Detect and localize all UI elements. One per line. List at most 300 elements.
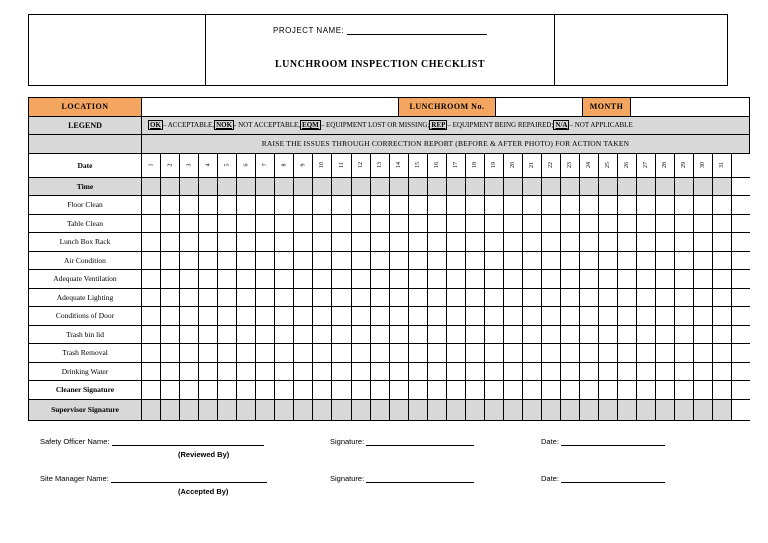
signature-cell[interactable] bbox=[523, 381, 542, 399]
check-cell[interactable] bbox=[409, 363, 428, 381]
check-cell[interactable] bbox=[256, 252, 275, 270]
check-cell[interactable] bbox=[656, 196, 675, 214]
time-cell[interactable] bbox=[256, 178, 275, 196]
check-cell[interactable] bbox=[218, 307, 237, 325]
check-cell[interactable] bbox=[199, 270, 218, 288]
safety-officer-field[interactable] bbox=[40, 437, 264, 446]
check-cell[interactable] bbox=[713, 270, 732, 288]
check-cell[interactable] bbox=[561, 196, 580, 214]
check-cell[interactable] bbox=[428, 196, 447, 214]
check-cell[interactable] bbox=[294, 196, 313, 214]
check-cell[interactable] bbox=[713, 307, 732, 325]
check-cell[interactable] bbox=[713, 289, 732, 307]
check-cell[interactable] bbox=[294, 215, 313, 233]
check-cell[interactable] bbox=[428, 363, 447, 381]
time-cell[interactable] bbox=[694, 178, 713, 196]
check-cell[interactable] bbox=[542, 252, 561, 270]
time-cell[interactable] bbox=[275, 178, 294, 196]
check-cell[interactable] bbox=[199, 215, 218, 233]
check-cell[interactable] bbox=[599, 363, 618, 381]
time-cell[interactable] bbox=[142, 178, 161, 196]
check-cell[interactable] bbox=[466, 307, 485, 325]
check-cell[interactable] bbox=[218, 289, 237, 307]
signature-cell[interactable] bbox=[504, 400, 523, 420]
signature-cell[interactable] bbox=[180, 400, 199, 420]
check-cell[interactable] bbox=[542, 326, 561, 344]
lunchroom-no-input[interactable] bbox=[496, 98, 583, 116]
time-cell[interactable] bbox=[466, 178, 485, 196]
month-input[interactable] bbox=[631, 98, 750, 116]
check-cell[interactable] bbox=[656, 344, 675, 362]
check-cell[interactable] bbox=[161, 196, 180, 214]
signature-cell[interactable] bbox=[580, 381, 599, 399]
check-cell[interactable] bbox=[656, 289, 675, 307]
check-cell[interactable] bbox=[371, 252, 390, 270]
check-cell[interactable] bbox=[447, 363, 466, 381]
check-cell[interactable] bbox=[637, 215, 656, 233]
time-cell[interactable] bbox=[352, 178, 371, 196]
time-cell[interactable] bbox=[332, 178, 351, 196]
check-cell[interactable] bbox=[180, 196, 199, 214]
check-cell[interactable] bbox=[294, 363, 313, 381]
check-cell[interactable] bbox=[294, 233, 313, 251]
check-cell[interactable] bbox=[466, 196, 485, 214]
check-cell[interactable] bbox=[199, 326, 218, 344]
time-cell[interactable] bbox=[409, 178, 428, 196]
time-cell[interactable] bbox=[199, 178, 218, 196]
check-cell[interactable] bbox=[580, 196, 599, 214]
signature-cell[interactable] bbox=[542, 400, 561, 420]
time-cell[interactable] bbox=[599, 178, 618, 196]
check-cell[interactable] bbox=[599, 233, 618, 251]
check-cell[interactable] bbox=[447, 307, 466, 325]
time-cell[interactable] bbox=[390, 178, 409, 196]
check-cell[interactable] bbox=[256, 233, 275, 251]
check-cell[interactable] bbox=[694, 289, 713, 307]
signature-cell[interactable] bbox=[142, 400, 161, 420]
time-cell[interactable] bbox=[180, 178, 199, 196]
check-cell[interactable] bbox=[485, 215, 504, 233]
check-cell[interactable] bbox=[294, 270, 313, 288]
signature-cell[interactable] bbox=[161, 400, 180, 420]
date-line-2[interactable] bbox=[561, 474, 665, 483]
check-cell[interactable] bbox=[352, 270, 371, 288]
check-cell[interactable] bbox=[352, 307, 371, 325]
check-cell[interactable] bbox=[275, 326, 294, 344]
check-cell[interactable] bbox=[523, 326, 542, 344]
check-cell[interactable] bbox=[332, 307, 351, 325]
check-cell[interactable] bbox=[580, 326, 599, 344]
check-cell[interactable] bbox=[390, 307, 409, 325]
check-cell[interactable] bbox=[504, 252, 523, 270]
project-name-field[interactable] bbox=[206, 26, 554, 35]
check-cell[interactable] bbox=[142, 233, 161, 251]
check-cell[interactable] bbox=[466, 289, 485, 307]
check-cell[interactable] bbox=[161, 344, 180, 362]
check-cell[interactable] bbox=[313, 289, 332, 307]
check-cell[interactable] bbox=[599, 307, 618, 325]
check-cell[interactable] bbox=[409, 270, 428, 288]
check-cell[interactable] bbox=[161, 215, 180, 233]
signature-cell[interactable] bbox=[218, 381, 237, 399]
check-cell[interactable] bbox=[561, 252, 580, 270]
check-cell[interactable] bbox=[713, 363, 732, 381]
signature-cell[interactable] bbox=[218, 400, 237, 420]
check-cell[interactable] bbox=[313, 233, 332, 251]
check-cell[interactable] bbox=[256, 326, 275, 344]
check-cell[interactable] bbox=[694, 270, 713, 288]
check-cell[interactable] bbox=[580, 363, 599, 381]
check-cell[interactable] bbox=[580, 215, 599, 233]
check-cell[interactable] bbox=[675, 326, 694, 344]
signature-cell[interactable] bbox=[180, 381, 199, 399]
signature-cell[interactable] bbox=[390, 400, 409, 420]
check-cell[interactable] bbox=[409, 252, 428, 270]
check-cell[interactable] bbox=[675, 307, 694, 325]
check-cell[interactable] bbox=[256, 270, 275, 288]
check-cell[interactable] bbox=[523, 307, 542, 325]
check-cell[interactable] bbox=[618, 363, 637, 381]
check-cell[interactable] bbox=[485, 252, 504, 270]
check-cell[interactable] bbox=[447, 344, 466, 362]
check-cell[interactable] bbox=[694, 307, 713, 325]
project-name-line[interactable] bbox=[347, 26, 487, 35]
check-cell[interactable] bbox=[675, 289, 694, 307]
check-cell[interactable] bbox=[656, 252, 675, 270]
check-cell[interactable] bbox=[542, 215, 561, 233]
check-cell[interactable] bbox=[428, 215, 447, 233]
signature-cell[interactable] bbox=[504, 381, 523, 399]
time-cell[interactable] bbox=[656, 178, 675, 196]
check-cell[interactable] bbox=[580, 233, 599, 251]
signature-cell[interactable] bbox=[447, 400, 466, 420]
signature-cell[interactable] bbox=[371, 400, 390, 420]
check-cell[interactable] bbox=[409, 326, 428, 344]
check-cell[interactable] bbox=[637, 233, 656, 251]
check-cell[interactable] bbox=[523, 363, 542, 381]
check-cell[interactable] bbox=[199, 289, 218, 307]
check-cell[interactable] bbox=[161, 326, 180, 344]
signature-cell[interactable] bbox=[637, 400, 656, 420]
signature-cell[interactable] bbox=[656, 400, 675, 420]
check-cell[interactable] bbox=[561, 215, 580, 233]
check-cell[interactable] bbox=[675, 252, 694, 270]
check-cell[interactable] bbox=[428, 252, 447, 270]
check-cell[interactable] bbox=[542, 270, 561, 288]
signature-cell[interactable] bbox=[713, 400, 732, 420]
check-cell[interactable] bbox=[694, 233, 713, 251]
signature-cell[interactable] bbox=[161, 381, 180, 399]
check-cell[interactable] bbox=[694, 326, 713, 344]
check-cell[interactable] bbox=[409, 289, 428, 307]
time-cell[interactable] bbox=[713, 178, 732, 196]
check-cell[interactable] bbox=[161, 270, 180, 288]
check-cell[interactable] bbox=[675, 363, 694, 381]
check-cell[interactable] bbox=[180, 363, 199, 381]
time-cell[interactable] bbox=[561, 178, 580, 196]
check-cell[interactable] bbox=[256, 344, 275, 362]
check-cell[interactable] bbox=[409, 233, 428, 251]
check-cell[interactable] bbox=[428, 233, 447, 251]
check-cell[interactable] bbox=[218, 344, 237, 362]
check-cell[interactable] bbox=[618, 215, 637, 233]
signature-cell[interactable] bbox=[694, 400, 713, 420]
signature-cell[interactable] bbox=[294, 381, 313, 399]
check-cell[interactable] bbox=[675, 233, 694, 251]
check-cell[interactable] bbox=[313, 252, 332, 270]
check-cell[interactable] bbox=[561, 307, 580, 325]
check-cell[interactable] bbox=[618, 196, 637, 214]
check-cell[interactable] bbox=[237, 215, 256, 233]
check-cell[interactable] bbox=[447, 196, 466, 214]
time-cell[interactable] bbox=[523, 178, 542, 196]
check-cell[interactable] bbox=[618, 270, 637, 288]
time-cell[interactable] bbox=[504, 178, 523, 196]
check-cell[interactable] bbox=[180, 307, 199, 325]
check-cell[interactable] bbox=[466, 326, 485, 344]
check-cell[interactable] bbox=[256, 307, 275, 325]
signature-cell[interactable] bbox=[256, 400, 275, 420]
date-line-1[interactable] bbox=[561, 437, 665, 446]
check-cell[interactable] bbox=[237, 233, 256, 251]
check-cell[interactable] bbox=[542, 233, 561, 251]
check-cell[interactable] bbox=[180, 344, 199, 362]
check-cell[interactable] bbox=[352, 196, 371, 214]
check-cell[interactable] bbox=[447, 270, 466, 288]
check-cell[interactable] bbox=[580, 270, 599, 288]
check-cell[interactable] bbox=[142, 307, 161, 325]
check-cell[interactable] bbox=[580, 289, 599, 307]
check-cell[interactable] bbox=[409, 344, 428, 362]
signature-cell[interactable] bbox=[428, 400, 447, 420]
check-cell[interactable] bbox=[447, 252, 466, 270]
safety-officer-line[interactable] bbox=[112, 437, 264, 446]
check-cell[interactable] bbox=[523, 344, 542, 362]
check-cell[interactable] bbox=[447, 215, 466, 233]
check-cell[interactable] bbox=[313, 307, 332, 325]
check-cell[interactable] bbox=[618, 233, 637, 251]
check-cell[interactable] bbox=[199, 252, 218, 270]
check-cell[interactable] bbox=[237, 326, 256, 344]
check-cell[interactable] bbox=[332, 196, 351, 214]
check-cell[interactable] bbox=[256, 289, 275, 307]
signature-cell[interactable] bbox=[313, 400, 332, 420]
check-cell[interactable] bbox=[466, 344, 485, 362]
signature-cell[interactable] bbox=[409, 381, 428, 399]
check-cell[interactable] bbox=[713, 326, 732, 344]
date-field-1[interactable] bbox=[541, 437, 665, 446]
check-cell[interactable] bbox=[599, 289, 618, 307]
check-cell[interactable] bbox=[142, 196, 161, 214]
check-cell[interactable] bbox=[713, 233, 732, 251]
check-cell[interactable] bbox=[675, 215, 694, 233]
check-cell[interactable] bbox=[599, 270, 618, 288]
signature-cell[interactable] bbox=[237, 381, 256, 399]
check-cell[interactable] bbox=[371, 307, 390, 325]
check-cell[interactable] bbox=[180, 233, 199, 251]
check-cell[interactable] bbox=[161, 363, 180, 381]
signature-cell[interactable] bbox=[294, 400, 313, 420]
check-cell[interactable] bbox=[180, 215, 199, 233]
check-cell[interactable] bbox=[275, 215, 294, 233]
check-cell[interactable] bbox=[599, 326, 618, 344]
check-cell[interactable] bbox=[504, 196, 523, 214]
check-cell[interactable] bbox=[561, 233, 580, 251]
check-cell[interactable] bbox=[485, 344, 504, 362]
check-cell[interactable] bbox=[161, 289, 180, 307]
check-cell[interactable] bbox=[237, 363, 256, 381]
check-cell[interactable] bbox=[656, 326, 675, 344]
check-cell[interactable] bbox=[656, 270, 675, 288]
check-cell[interactable] bbox=[637, 289, 656, 307]
check-cell[interactable] bbox=[256, 196, 275, 214]
check-cell[interactable] bbox=[542, 196, 561, 214]
check-cell[interactable] bbox=[371, 270, 390, 288]
signature-cell[interactable] bbox=[599, 381, 618, 399]
signature-cell[interactable] bbox=[561, 400, 580, 420]
signature-cell[interactable] bbox=[637, 381, 656, 399]
check-cell[interactable] bbox=[675, 196, 694, 214]
check-cell[interactable] bbox=[599, 196, 618, 214]
check-cell[interactable] bbox=[332, 289, 351, 307]
check-cell[interactable] bbox=[637, 196, 656, 214]
check-cell[interactable] bbox=[618, 344, 637, 362]
check-cell[interactable] bbox=[256, 363, 275, 381]
check-cell[interactable] bbox=[218, 215, 237, 233]
time-cell[interactable] bbox=[618, 178, 637, 196]
check-cell[interactable] bbox=[466, 233, 485, 251]
signature-cell[interactable] bbox=[675, 381, 694, 399]
check-cell[interactable] bbox=[352, 252, 371, 270]
check-cell[interactable] bbox=[332, 344, 351, 362]
check-cell[interactable] bbox=[142, 289, 161, 307]
check-cell[interactable] bbox=[656, 307, 675, 325]
check-cell[interactable] bbox=[275, 344, 294, 362]
signature-cell[interactable] bbox=[199, 381, 218, 399]
check-cell[interactable] bbox=[313, 215, 332, 233]
check-cell[interactable] bbox=[390, 233, 409, 251]
check-cell[interactable] bbox=[466, 252, 485, 270]
check-cell[interactable] bbox=[294, 307, 313, 325]
check-cell[interactable] bbox=[199, 344, 218, 362]
check-cell[interactable] bbox=[580, 307, 599, 325]
check-cell[interactable] bbox=[199, 363, 218, 381]
signature-cell[interactable] bbox=[675, 400, 694, 420]
time-cell[interactable] bbox=[428, 178, 447, 196]
check-cell[interactable] bbox=[485, 270, 504, 288]
check-cell[interactable] bbox=[218, 252, 237, 270]
check-cell[interactable] bbox=[542, 289, 561, 307]
signature-cell[interactable] bbox=[199, 400, 218, 420]
check-cell[interactable] bbox=[313, 344, 332, 362]
check-cell[interactable] bbox=[199, 196, 218, 214]
signature-cell[interactable] bbox=[561, 381, 580, 399]
time-cell[interactable] bbox=[675, 178, 694, 196]
signature-cell[interactable] bbox=[618, 400, 637, 420]
time-cell[interactable] bbox=[218, 178, 237, 196]
check-cell[interactable] bbox=[409, 215, 428, 233]
check-cell[interactable] bbox=[447, 326, 466, 344]
check-cell[interactable] bbox=[142, 363, 161, 381]
signature-cell[interactable] bbox=[390, 381, 409, 399]
check-cell[interactable] bbox=[504, 270, 523, 288]
check-cell[interactable] bbox=[313, 196, 332, 214]
check-cell[interactable] bbox=[390, 270, 409, 288]
check-cell[interactable] bbox=[656, 233, 675, 251]
check-cell[interactable] bbox=[656, 215, 675, 233]
check-cell[interactable] bbox=[390, 215, 409, 233]
check-cell[interactable] bbox=[390, 326, 409, 344]
time-cell[interactable] bbox=[580, 178, 599, 196]
check-cell[interactable] bbox=[142, 344, 161, 362]
time-cell[interactable] bbox=[371, 178, 390, 196]
check-cell[interactable] bbox=[352, 289, 371, 307]
check-cell[interactable] bbox=[485, 326, 504, 344]
signature-line-1[interactable] bbox=[366, 437, 474, 446]
check-cell[interactable] bbox=[599, 252, 618, 270]
check-cell[interactable] bbox=[275, 307, 294, 325]
check-cell[interactable] bbox=[485, 196, 504, 214]
check-cell[interactable] bbox=[332, 363, 351, 381]
check-cell[interactable] bbox=[390, 344, 409, 362]
check-cell[interactable] bbox=[275, 363, 294, 381]
check-cell[interactable] bbox=[523, 252, 542, 270]
check-cell[interactable] bbox=[637, 326, 656, 344]
check-cell[interactable] bbox=[218, 196, 237, 214]
check-cell[interactable] bbox=[523, 196, 542, 214]
check-cell[interactable] bbox=[275, 252, 294, 270]
check-cell[interactable] bbox=[218, 233, 237, 251]
check-cell[interactable] bbox=[637, 307, 656, 325]
check-cell[interactable] bbox=[199, 307, 218, 325]
check-cell[interactable] bbox=[313, 270, 332, 288]
site-manager-field[interactable] bbox=[40, 474, 267, 483]
check-cell[interactable] bbox=[237, 252, 256, 270]
check-cell[interactable] bbox=[542, 344, 561, 362]
check-cell[interactable] bbox=[618, 326, 637, 344]
check-cell[interactable] bbox=[694, 252, 713, 270]
check-cell[interactable] bbox=[428, 344, 447, 362]
check-cell[interactable] bbox=[504, 215, 523, 233]
check-cell[interactable] bbox=[371, 215, 390, 233]
check-cell[interactable] bbox=[599, 215, 618, 233]
check-cell[interactable] bbox=[618, 289, 637, 307]
check-cell[interactable] bbox=[618, 252, 637, 270]
check-cell[interactable] bbox=[390, 289, 409, 307]
signature-cell[interactable] bbox=[409, 400, 428, 420]
check-cell[interactable] bbox=[142, 326, 161, 344]
check-cell[interactable] bbox=[713, 196, 732, 214]
check-cell[interactable] bbox=[447, 233, 466, 251]
check-cell[interactable] bbox=[275, 233, 294, 251]
check-cell[interactable] bbox=[466, 270, 485, 288]
signature-cell[interactable] bbox=[237, 400, 256, 420]
check-cell[interactable] bbox=[180, 289, 199, 307]
check-cell[interactable] bbox=[371, 363, 390, 381]
time-cell[interactable] bbox=[447, 178, 466, 196]
time-cell[interactable] bbox=[542, 178, 561, 196]
check-cell[interactable] bbox=[523, 215, 542, 233]
check-cell[interactable] bbox=[504, 326, 523, 344]
check-cell[interactable] bbox=[142, 270, 161, 288]
check-cell[interactable] bbox=[485, 233, 504, 251]
check-cell[interactable] bbox=[371, 289, 390, 307]
check-cell[interactable] bbox=[542, 307, 561, 325]
check-cell[interactable] bbox=[161, 252, 180, 270]
check-cell[interactable] bbox=[275, 270, 294, 288]
check-cell[interactable] bbox=[199, 233, 218, 251]
check-cell[interactable] bbox=[694, 196, 713, 214]
